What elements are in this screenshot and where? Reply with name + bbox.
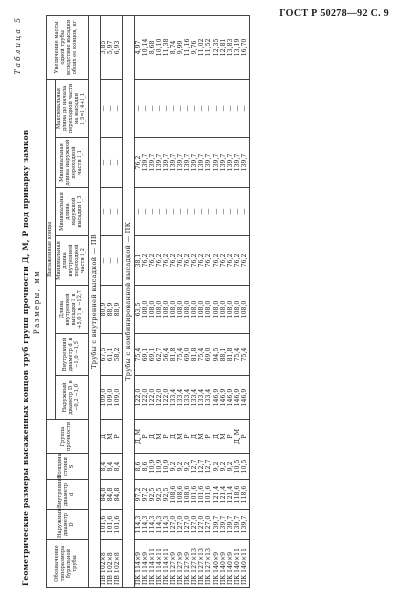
table-cell: — [213, 79, 220, 137]
table-cell: — [171, 188, 178, 236]
table-cell: 139,7 [220, 138, 227, 188]
table-cell: 76,2 [149, 236, 156, 286]
table-cell: 5,97 [108, 15, 115, 79]
table-cell: 122,0 [135, 376, 143, 420]
table-cell: 133,4 [199, 376, 206, 420]
head-max-length: Максимальная длина до начала переходной части на высадки l_5=l_4+l_1 [55, 79, 88, 137]
table-cell: 76,2 [213, 236, 220, 286]
table-row [108, 15, 115, 587]
table-cell: 139,7 [227, 138, 234, 188]
table-cell: 76,2 [185, 236, 192, 286]
table-cell: 76,2 [220, 236, 227, 286]
table-cell: 108,0 [185, 286, 192, 334]
table-cell: — [163, 79, 170, 137]
table-cell: ПК 127×13 [206, 540, 213, 588]
table-cell: 118,6 [242, 480, 250, 510]
table-cell: 88,1 [220, 334, 227, 376]
table-cell: ПК 114×11 [156, 540, 163, 588]
table-cell: — [199, 188, 206, 236]
table-cell: 81,8 [227, 334, 234, 376]
table-cell: 12,7 [192, 454, 199, 480]
table-cell: — [199, 79, 206, 137]
table-cell: ПК 140×11 [242, 540, 250, 588]
table-cell: 88,9 [115, 286, 123, 334]
table-cell: ПК 127×9 [178, 540, 185, 588]
table-cell: ПК 140×9 [220, 540, 227, 588]
table-cell: 133,4 [171, 376, 178, 420]
table-cell: — [142, 188, 149, 236]
head-upset-ends: Высаженные концы [47, 79, 56, 419]
table-cell: 127,0 [192, 510, 199, 540]
table-cell: — [192, 188, 199, 236]
table-cell: Д, М [135, 420, 143, 454]
table-cell: 133,4 [192, 376, 199, 420]
table-cell: 108,0 [199, 286, 206, 334]
table-cell: — [206, 188, 213, 236]
table-cell: 127,0 [206, 510, 213, 540]
table-cell: 8,68 [149, 15, 156, 79]
table-cell: 133,4 [206, 376, 213, 420]
table-cell: 108,0 [220, 286, 227, 334]
table-cell: — [185, 188, 192, 236]
table-cell: 10,9 [149, 454, 156, 480]
table-cell: 114,3 [142, 510, 149, 540]
table-cell: 11,38 [163, 15, 170, 79]
table-cell: 139,7 [206, 138, 213, 188]
table-cell: — [149, 79, 156, 137]
table-cell: 80,9 [100, 286, 108, 334]
table-cell: ПК 140×9 [213, 540, 220, 588]
table-cell: — [115, 188, 123, 236]
table-cell: 139,7 [227, 510, 234, 540]
table-cell: 127,0 [171, 510, 178, 540]
table-cell: 127,0 [199, 510, 206, 540]
table-cell: — [163, 188, 170, 236]
table-cell: 63,5 [135, 286, 143, 334]
table-cell: 146,9 [242, 376, 250, 420]
table-cell: 12,81 [220, 15, 227, 79]
table-cell: 16,70 [242, 15, 250, 79]
table-cell: 108,0 [234, 286, 241, 334]
table-cell: 76,2 [156, 236, 163, 286]
table-cell: 69,0 [206, 334, 213, 376]
table-cell: 10,5 [242, 454, 250, 480]
table-cell: 108,0 [163, 286, 170, 334]
table-cell: 76,2 [178, 236, 185, 286]
table-cell: 108,0 [192, 286, 199, 334]
table-cell: Р [206, 420, 213, 454]
table-cell: ПК 114×9 [142, 540, 149, 588]
table-cell: 114,3 [135, 510, 143, 540]
table-cell: 13,83 [227, 15, 234, 79]
section-caption-row [123, 15, 135, 587]
table-cell: 139,7 [213, 510, 220, 540]
table-cell: — [206, 79, 213, 137]
table-cell: ПК 140×9 [227, 540, 234, 588]
table-cell: — [108, 79, 115, 137]
table-cell: 92,5 [163, 480, 170, 510]
table-cell: 108,0 [149, 286, 156, 334]
table-cell: ПК 140×11 [234, 540, 241, 588]
table-cell: 67,5 [100, 334, 108, 376]
table-cell: — [178, 188, 185, 236]
head-outer-diameter: Наружный диаметр D [47, 510, 89, 540]
table-cell: 108,0 [213, 286, 220, 334]
table-cell: Д [171, 420, 178, 454]
head-min-external-upset: Минимальная длина наружной высадки l_3 [55, 188, 88, 236]
table-cell: 146,9 [227, 376, 234, 420]
table-cell: 139,7 [149, 138, 156, 188]
table-cell: 76,2 [199, 236, 206, 286]
table-cell: Д, М [234, 420, 241, 454]
table-cell: ПВ 102×8 [100, 540, 108, 588]
table-cell: 12,7 [199, 454, 206, 480]
head-min-inner-transition: Минимальная длина внутренней переходной части l_2 [55, 236, 88, 286]
table-cell: 76,2 [242, 236, 250, 286]
table-cell: 108,6 [171, 480, 178, 510]
table-cell: — [149, 188, 156, 236]
table-cell: 133,4 [185, 376, 192, 420]
table-cell: — [242, 188, 250, 236]
head-internal-upset-length: Длина внутренней высадки l_в +5,0 l_в −12,7 [55, 286, 88, 334]
table-cell: 121,4 [227, 480, 234, 510]
table-cell: ПК 127×9 [171, 540, 178, 588]
table-cell: 10,9 [156, 454, 163, 480]
table-cell: 8,4 [115, 454, 123, 480]
table-cell: 122,0 [149, 376, 156, 420]
table-cell: 146,9 [220, 376, 227, 420]
table-cell: — [135, 79, 143, 137]
table-cell: М [178, 420, 185, 454]
table-cell: 108,0 [142, 286, 149, 334]
table-cell: ПК 127×13 [192, 540, 199, 588]
table-cell: — [234, 79, 241, 137]
head-upset-inner-diameter: Внутренний диаметр d_в −1,0 −1,5 [55, 334, 88, 376]
table-cell: М [156, 420, 163, 454]
head-designation: Обозначение типоразмера бурильной трубы [47, 540, 89, 588]
table-cell: 84,8 [108, 480, 115, 510]
table-cell: — [185, 79, 192, 137]
table-cell: 3,85 [100, 15, 108, 79]
table-cell: 108,0 [242, 286, 250, 334]
table-cell: 13,19 [234, 15, 241, 79]
head-min-outer-transition: Минимальная длина наружной переходной части l_1 [55, 138, 88, 188]
table-cell: — [227, 188, 234, 236]
rotated-table-block [12, 12, 392, 592]
head-inner-diameter: Внутренний диаметр d [47, 480, 89, 510]
table-cell: 9,2 [227, 454, 234, 480]
table-cell: 61,1 [108, 334, 115, 376]
table-cell: — [115, 79, 123, 137]
head-mass-increase: Увеличение массы одной трубы вследствие высадки обоих ее концов, кг [47, 15, 89, 79]
data-table [46, 15, 250, 588]
table-number: Таблица 5 [13, 16, 22, 75]
table-cell: 56,4 [163, 334, 170, 376]
table-cell: 62,7 [156, 334, 163, 376]
table-cell: М [108, 420, 115, 454]
table-row [242, 15, 250, 587]
table-cell: 9,76 [192, 15, 199, 79]
table-cell: 139,7 [178, 138, 185, 188]
table-cell: 139,7 [242, 510, 250, 540]
head-wall-thickness: Толщина стенки S [47, 454, 89, 480]
table-cell: 75,4 [135, 334, 143, 376]
table-cell: 146,9 [213, 376, 220, 420]
table-cell: 101,6 [100, 510, 108, 540]
table-cell: — [108, 138, 115, 188]
table-cell: М [199, 420, 206, 454]
table-cell: М [220, 420, 227, 454]
table-cell: 109,0 [100, 376, 108, 420]
table-cell: — [115, 236, 123, 286]
table-cell: 121,4 [220, 480, 227, 510]
table-cell: 121,4 [213, 480, 220, 510]
table-cell: 75,4 [242, 334, 250, 376]
table-cell: 10,10 [156, 15, 163, 79]
table-cell: 76,2 [171, 236, 178, 286]
table-cell: — [220, 188, 227, 236]
section-caption: Трубы с внутренней высадкой — ПВ [88, 15, 100, 587]
table-cell: 139,7 [171, 138, 178, 188]
table-cell: 127,0 [178, 510, 185, 540]
table-cell: 139,7 [199, 138, 206, 188]
table-cell: 139,7 [142, 138, 149, 188]
table-cell: 76,2 [163, 236, 170, 286]
table-cell: 11,52 [206, 15, 213, 79]
table-cell: 122,0 [163, 376, 170, 420]
table-cell: ПК 127×9 [185, 540, 192, 588]
table-cell: 97,2 [142, 480, 149, 510]
table-cell: 6,93 [115, 15, 123, 79]
table-cell: 75,4 [234, 334, 241, 376]
table-cell: 76,2 [192, 236, 199, 286]
table-cell: 114,3 [149, 510, 156, 540]
table-cell: — [178, 79, 185, 137]
section-caption: Трубы с комбинированной высадкой — ПК [123, 15, 135, 587]
table-row [100, 15, 108, 587]
table-cell: 139,7 [242, 138, 250, 188]
table-cell: 118,6 [234, 480, 241, 510]
head-strength-group: Группа прочности [47, 420, 89, 454]
table-cell: 69,0 [185, 334, 192, 376]
table-cell: 8,4 [100, 454, 108, 480]
table-cell: 8,6 [142, 454, 149, 480]
table-cell: — [156, 188, 163, 236]
table-cell: Р [115, 420, 123, 454]
table-cell: 92,5 [149, 480, 156, 510]
table-cell: Д [100, 420, 108, 454]
table-cell: 109,0 [115, 376, 123, 420]
table-cell: 84,8 [115, 480, 123, 510]
table-cell: 139,7 [220, 510, 227, 540]
page-header: ГОСТ Р 50278—92 С. 9 [279, 8, 389, 19]
table-cell: 114,3 [156, 510, 163, 540]
table-cell: 101,6 [108, 510, 115, 540]
table-cell: ПВ 102×8 [115, 540, 123, 588]
table-cell: Р [163, 420, 170, 454]
table-cell: — [108, 236, 115, 286]
table-cell: 75,4 [178, 334, 185, 376]
table-cell: 8,74 [171, 15, 178, 79]
table-cell: 108,0 [171, 286, 178, 334]
table-cell: ПК 114×9 [135, 540, 143, 588]
table-cell: 10,9 [163, 454, 170, 480]
table-cell: 139,7 [234, 510, 241, 540]
table-cell: — [100, 188, 108, 236]
table-cell: Д [213, 420, 220, 454]
table-cell: 69,1 [149, 334, 156, 376]
table-cell: — [100, 138, 108, 188]
table-title: Геометрические размеры высаженных концов труб групп прочности Д, М, Р под приварку замков [21, 129, 30, 586]
table-cell: — [108, 188, 115, 236]
table-cell: ПВ 102×8 [108, 540, 115, 588]
table-cell: Д [192, 420, 199, 454]
table-cell: 9,2 [213, 454, 220, 480]
table-cell: — [242, 79, 250, 137]
table-cell: ПК 127×13 [199, 540, 206, 588]
table-cell: 69,1 [142, 334, 149, 376]
table-cell: — [156, 79, 163, 137]
table-cell: 122,0 [142, 376, 149, 420]
table-cell: 12,7 [206, 454, 213, 480]
table-cell: Р [185, 420, 192, 454]
table-row [115, 15, 123, 587]
table-cell: 9,2 [171, 454, 178, 480]
table-cell: 146,9 [234, 376, 241, 420]
table-cell: 101,6 [199, 480, 206, 510]
table-cell: 139,7 [185, 138, 192, 188]
table-cell: 9,99 [178, 15, 185, 79]
table-cell: Р [242, 420, 250, 454]
table-cell: 139,7 [156, 138, 163, 188]
table-cell: 38,1 [135, 236, 143, 286]
table-cell: 75,4 [199, 334, 206, 376]
table-cell: 76,2 [227, 236, 234, 286]
section-caption-row [88, 15, 100, 587]
table-cell: 108,0 [227, 286, 234, 334]
table-cell: 139,7 [234, 138, 241, 188]
table-cell: Д [149, 420, 156, 454]
table-cell: — [100, 236, 108, 286]
table-cell: 81,8 [171, 334, 178, 376]
table-cell: 10,5 [234, 454, 241, 480]
table-cell: 94,5 [213, 334, 220, 376]
table-cell: 108,6 [185, 480, 192, 510]
table-cell: 12,35 [213, 15, 220, 79]
table-cell: — [220, 79, 227, 137]
table-cell: 4,97 [135, 15, 143, 79]
table-cell: 127,0 [185, 510, 192, 540]
table-cell: 76,2 [142, 236, 149, 286]
table-cell: ПК 114×11 [163, 540, 170, 588]
table-cell: 114,3 [163, 510, 170, 540]
table-cell: 76,2 [234, 236, 241, 286]
table-cell: 139,7 [213, 138, 220, 188]
table-cell: — [192, 79, 199, 137]
table-cell: 101,6 [206, 480, 213, 510]
table-cell: 109,0 [108, 376, 115, 420]
table-cell: — [213, 188, 220, 236]
table-cell: 9,2 [220, 454, 227, 480]
table-cell: 10,14 [142, 15, 149, 79]
table-cell: — [100, 79, 108, 137]
table-cell: 76,2 [135, 138, 143, 188]
table-cell: 84,8 [100, 480, 108, 510]
table-cell: ПК 114×11 [149, 540, 156, 588]
table-cell: 88,9 [108, 286, 115, 334]
table-cell: — [142, 79, 149, 137]
table-cell: 76,2 [206, 236, 213, 286]
table-cell: 101,6 [192, 480, 199, 510]
table-cell: — [234, 188, 241, 236]
table-cell: 11,16 [185, 15, 192, 79]
table-cell: — [171, 79, 178, 137]
table-cell: 81,8 [192, 334, 199, 376]
table-cell: 9,2 [178, 454, 185, 480]
table-cell: 11,02 [199, 15, 206, 79]
table-cell: 92,5 [156, 480, 163, 510]
table-cell: 108,0 [206, 286, 213, 334]
table-cell: Р [142, 420, 149, 454]
table-units: Размеры, мм [33, 269, 41, 335]
table-cell: 8,6 [135, 454, 143, 480]
table-cell: 58,2 [115, 334, 123, 376]
table-cell: 108,0 [156, 286, 163, 334]
table-cell: — [115, 138, 123, 188]
table-cell: — [227, 79, 234, 137]
table-cell: 9,2 [185, 454, 192, 480]
table-cell: 108,0 [178, 286, 185, 334]
table-cell: — [135, 188, 143, 236]
table-cell: 108,6 [178, 480, 185, 510]
table-cell: 139,7 [163, 138, 170, 188]
table-cell: 133,4 [178, 376, 185, 420]
table-cell: Р [227, 420, 234, 454]
table-cell: 139,7 [192, 138, 199, 188]
table-cell: 122,0 [156, 376, 163, 420]
head-upset-outer-diameter: Наружный диаметр D_в −0,2 −1,0 [55, 376, 88, 420]
table-cell: 101,6 [115, 510, 123, 540]
table-cell: 97,2 [135, 480, 143, 510]
table-cell: 8,4 [108, 454, 115, 480]
